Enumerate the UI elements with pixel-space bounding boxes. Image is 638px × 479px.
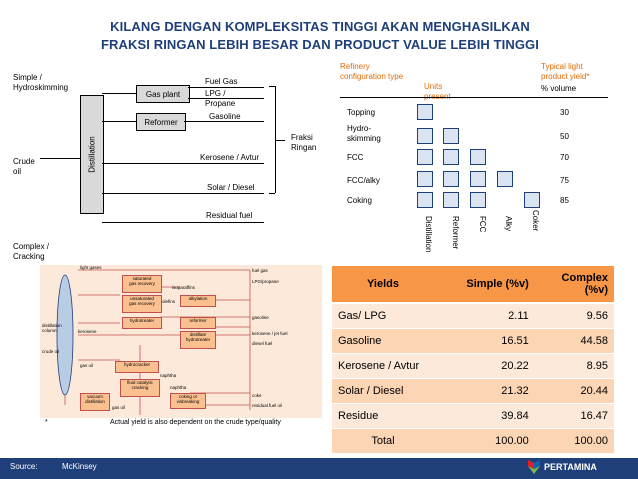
config-header-rule [340, 97, 608, 98]
olefins-label: olefins [162, 299, 176, 304]
gas-oil-label-2: gas oil [112, 405, 126, 410]
distillate-hydrotreater-box: distillate hydrotreater [180, 331, 216, 349]
table-row [332, 354, 614, 379]
cell-simple: 16.51 [434, 329, 535, 354]
unit-square [443, 128, 459, 144]
output-lpg: LPG/propane [252, 279, 279, 284]
cell-product: Gasoline [332, 329, 434, 354]
cell-product: Residue [332, 404, 434, 429]
complex-label: Complex / Cracking [13, 242, 50, 261]
header-yields: Yields [332, 266, 434, 303]
distillation-column-label: distillation column [42, 323, 62, 333]
naphtha-label-1: naphtha [160, 373, 177, 378]
row-label-fcc-alky: FCC/alky [347, 176, 380, 185]
yield-header: Typical light product yield* [541, 62, 590, 81]
unit-square [470, 171, 486, 187]
gasoline-label: Gasoline [209, 112, 241, 121]
brand-name: PERTAMINA [544, 462, 597, 472]
yield-fcc: 70 [560, 153, 569, 162]
footnote-text: Actual yield is also dependent on the crude type/quality [110, 419, 281, 426]
page-title-line1: KILANG DENGAN KOMPLEKSITAS TINGGI AKAN MENGHASILKAN [110, 19, 530, 34]
distillation-box [80, 95, 104, 214]
cell-simple: 21.32 [434, 379, 535, 404]
table-row [332, 329, 614, 354]
footnote-star: * [45, 419, 48, 426]
vacuum-distillation-box: vacuum distillation [80, 393, 110, 411]
yield-fcc-alky: 75 [560, 176, 569, 185]
unit-square [417, 149, 433, 165]
cell-complex: 8.95 [535, 354, 614, 379]
cell-product: Gas/ LPG [332, 303, 434, 329]
unit-square [417, 104, 433, 120]
kerosene-flow-label: kerosene [78, 329, 97, 334]
isoparaffins-label: isoparaffins [172, 285, 195, 290]
config-type-header: Refinery configuration type [340, 62, 404, 81]
cell-simple: 2.11 [434, 303, 535, 329]
unit-square [443, 171, 459, 187]
alkylation-box: alkylation [180, 295, 216, 307]
fraksi-ringan-label: Fraksi Ringan [291, 133, 317, 152]
cell-product: Solar / Diesel [332, 379, 434, 404]
cell-complex: 20.44 [535, 379, 614, 404]
cell-product: Kerosene / Avtur [332, 354, 434, 379]
cell-complex: 44.58 [535, 329, 614, 354]
unit-square [470, 149, 486, 165]
simple-label: Simple / Hydroskimming [13, 73, 69, 92]
table-row [332, 379, 614, 404]
table-row-total [332, 429, 614, 454]
yields-table [332, 266, 614, 454]
unit-square [417, 128, 433, 144]
unit-label-alky: Alky [504, 216, 513, 232]
kerosene-label: Kerosene / Avtur [200, 153, 259, 162]
table-row [332, 404, 614, 429]
fuel-gas-label: Fuel Gas [205, 77, 238, 86]
gas-plant-box: Gas plant [136, 85, 190, 103]
cell-complex: 100.00 [535, 429, 614, 454]
hydrocracker-box: hydrocracker [115, 361, 159, 373]
yield-topping: 30 [560, 108, 569, 117]
row-label-fcc: FCC [347, 153, 364, 162]
output-kerosene-jet: kerosene / jet fuel [252, 331, 288, 336]
unit-label-fcc: FCC [478, 216, 487, 233]
source-label: Source: [10, 462, 38, 471]
source-value: McKinsey [62, 462, 97, 471]
header-complex: Complex (%v) [535, 266, 614, 303]
crude-oil-label: Crude oil [13, 157, 35, 176]
units-present-header: Units present [424, 82, 451, 101]
output-coke: coke [252, 393, 262, 398]
page-title-line2: FRAKSI RINGAN LEBIH BESAR DAN PRODUCT VALUE LEBIH TINGGI [101, 37, 539, 52]
complex-refinery-diagram [40, 265, 322, 418]
row-label-hydroskimming: Hydro- skimming [347, 124, 381, 143]
cell-complex: 9.56 [535, 303, 614, 329]
output-residual-fuel: residual fuel oil [252, 403, 283, 408]
output-diesel: diesel fuel [252, 341, 273, 346]
naphtha-label-2: naphtha [170, 385, 187, 390]
table-row [332, 303, 614, 329]
unsaturated-gas-recovery-box: unsaturated gas recovery [122, 295, 162, 313]
residual-label: Residual fuel [206, 211, 253, 220]
hydrotreater-box: hydrotreater [122, 317, 162, 329]
unit-square [417, 171, 433, 187]
distillation-label: Distillation [87, 136, 97, 173]
row-label-coking: Coking [347, 196, 372, 205]
solar-label: Solar / Diesel [207, 183, 255, 192]
cell-simple: 39.84 [434, 404, 535, 429]
pertamina-logo-icon [528, 460, 540, 474]
unit-square [443, 192, 459, 208]
cell-product: Total [332, 429, 434, 454]
cell-complex: 16.47 [535, 404, 614, 429]
fcc-box: fluid catalytic cracking [120, 379, 160, 397]
cell-simple: 100.00 [434, 429, 535, 454]
unit-square [470, 192, 486, 208]
reformer-box-complex: reformer [180, 317, 216, 329]
unit-square [524, 192, 540, 208]
header-simple: Simple (%v) [434, 266, 535, 303]
unit-square [417, 192, 433, 208]
yield-hydroskimming: 50 [560, 132, 569, 141]
gas-oil-label: gas oil [80, 363, 94, 368]
coking-box: coking or visbreaking [170, 393, 206, 409]
table-header-row [332, 266, 614, 303]
light-gases-label: light gases [80, 265, 102, 270]
crude-oil-label-complex: crude oil [42, 349, 60, 354]
lpg-label: LPG / Propane [205, 89, 236, 108]
cell-simple: 20.22 [434, 354, 535, 379]
unit-square [497, 171, 513, 187]
volume-header: % volume [541, 84, 577, 93]
output-fuel-gas: fuel gas [252, 268, 268, 273]
row-label-topping: Topping [347, 108, 376, 117]
unit-label-distillation: Distillation [424, 216, 433, 253]
reformer-box: Reformer [136, 113, 186, 131]
unit-label-reformer: Reformer [451, 216, 460, 250]
unit-label-coker: Coker [531, 210, 540, 232]
yield-coking: 85 [560, 196, 569, 205]
unit-square [443, 149, 459, 165]
saturated-gas-recovery-box: saturated gas recovery [122, 275, 162, 293]
output-gasoline: gasoline [252, 315, 269, 320]
